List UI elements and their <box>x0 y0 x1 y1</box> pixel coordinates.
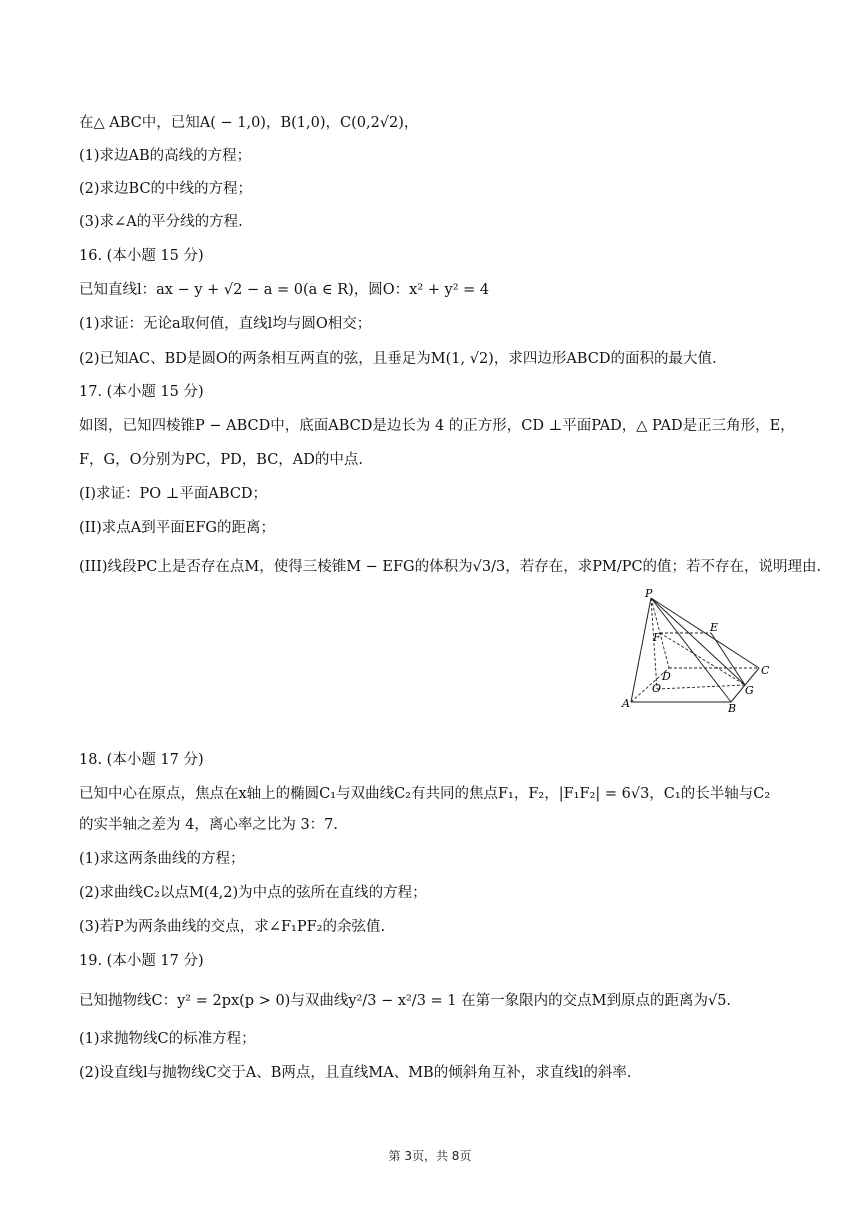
line-16: 已知中心在原点，焦点在x轴上的椭圆C₁与双曲线C₂有共同的焦点F₁，F₂，|F₁F₂| = 6√3，C₁的长半轴与C₂ <box>79 786 771 802</box>
line-11: F，G，O分别为PC，PD，BC，AD的中点. <box>79 452 363 468</box>
label-G: G <box>745 684 754 697</box>
line-14: (III)线段PC上是否存在点M，使得三棱锥M − EFG的体积为√3/3，若存在，求PM/PC的值；若不存在，说明理由. <box>79 559 822 575</box>
line-10: 如图，已知四棱锥P − ABCD中，底面ABCD是边长为 4 的正方形，CD ⊥平面PAD，△ PAD是正三角形，E， <box>79 418 795 434</box>
problem-19-heading: 19. (本小题 17 分) <box>79 953 204 969</box>
problem-18-heading: 18. (本小题 17 分) <box>79 752 204 768</box>
problem-16-heading: 16. (本小题 15 分) <box>79 248 204 264</box>
line-2: (1)求边AB的高线的方程； <box>79 148 252 164</box>
line-22: 已知抛物线C：y² = 2px(p > 0)与双曲线y²/3 − x²/3 = 1 在第一象限内的交点M到原点的距离为√5. <box>79 993 732 1009</box>
pyramid-figure <box>614 586 789 716</box>
line-24: (2)设直线l与抛物线C交于A、B两点，且直线MA、MB的倾斜角互补，求直线l的斜率. <box>79 1065 632 1081</box>
problem-17-heading: 17. (本小题 15 分) <box>79 384 204 400</box>
line-3: (2)求边BC的中线的方程； <box>79 181 253 197</box>
line-18: (1)求这两条曲线的方程； <box>79 851 245 867</box>
line-12: (I)求证：PO ⊥平面ABCD； <box>79 486 268 502</box>
label-C: C <box>761 664 770 677</box>
label-A: A <box>622 697 630 710</box>
label-D: D <box>662 670 671 683</box>
line-23: (1)求抛物线C的标准方程； <box>79 1031 256 1047</box>
line-13: (II)求点A到平面EFG的距离； <box>79 520 275 536</box>
line-8: (2)已知AC、BD是圆O的两条相互两直的弦，且垂足为M(1, √2)，求四边形ABCD的面积的最大值. <box>79 351 717 367</box>
label-F: F <box>653 631 661 644</box>
label-E: E <box>710 621 719 634</box>
page-footer: 第 3页，共 8页 <box>388 1149 472 1163</box>
label-B: B <box>728 702 737 715</box>
line-6: 已知直线l：ax − y + √2 − a = 0(a ∈ R)，圆O：x² + y² = 4 <box>79 282 490 298</box>
line-4: (3)求∠A的平分线的方程. <box>79 214 243 230</box>
label-O: O <box>652 682 662 695</box>
line-17: 的实半轴之差为 4，离心率之比为 3：7. <box>79 817 339 833</box>
label-P: P <box>645 587 653 600</box>
line-20: (3)若P为两条曲线的交点，求∠F₁PF₂的余弦值. <box>79 919 386 935</box>
line-1: 在△ ABC中，已知A( − 1,0)，B(1,0)，C(0,2√2)， <box>79 115 419 131</box>
line-19: (2)求曲线C₂以点M(4,2)为中点的弦所在直线的方程； <box>79 885 427 901</box>
line-7: (1)求证：无论a取何值，直线l均与圆O相交； <box>79 316 372 332</box>
